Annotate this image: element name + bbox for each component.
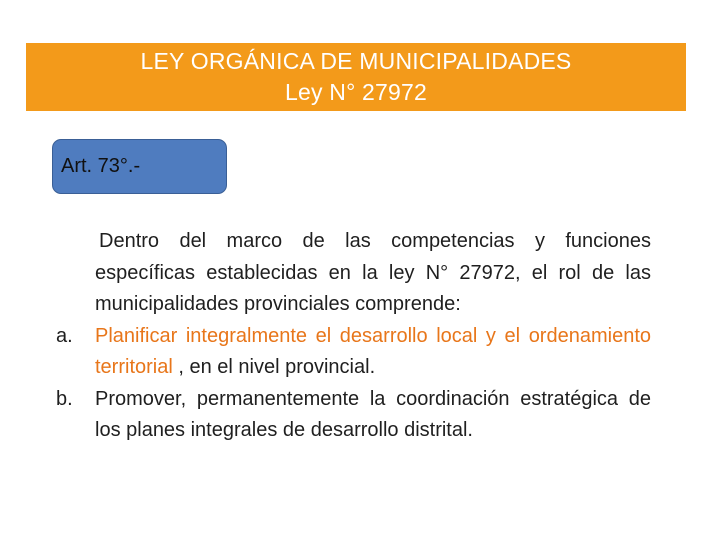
list-item-b-text: Promover, permanentemente la coordinación estratégica de los planes integrales de desarrollo distrital. <box>95 387 651 441</box>
article-label: Art. 73°.- <box>61 155 141 177</box>
intro-paragraph: Dentro del marco de las competencias y funciones específicas establecidas en la ley N° 27972, el rol de las municipalidades provinciales comprende: <box>95 230 651 315</box>
article-label-box <box>52 139 227 194</box>
list-item-a-text <box>95 321 651 384</box>
article-body <box>56 226 651 447</box>
title-banner <box>26 43 686 111</box>
list-item-a-rest: , en el nivel provincial. <box>172 356 376 378</box>
list-marker-b: b. <box>56 387 73 410</box>
list-item-a <box>56 321 651 384</box>
title-line-2: Ley N° 27972 <box>284 79 428 105</box>
list-marker-a: a. <box>56 324 73 347</box>
title-line-1: LEY ORGÁNICA DE MUNICIPALIDADES <box>140 48 572 74</box>
list-item-b <box>56 384 651 447</box>
highlighted-phrase: Planificar integralmente el desarrollo local y el ordenamiento territorial <box>95 324 651 378</box>
